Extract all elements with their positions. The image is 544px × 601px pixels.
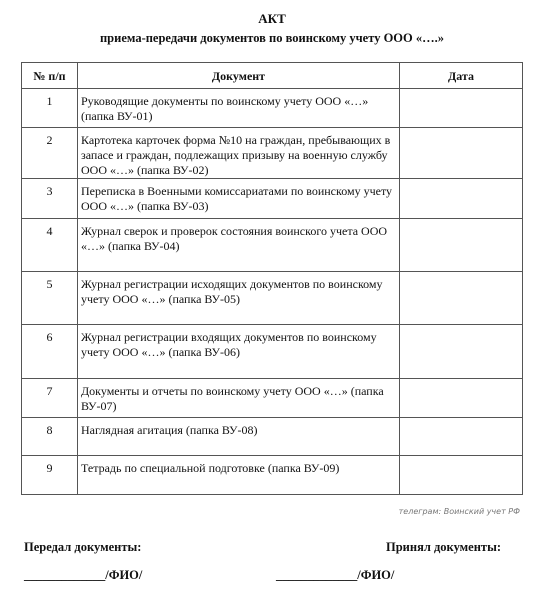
row-date [400,89,523,128]
row-number: 9 [22,456,78,495]
telegram-watermark: телеграм: Воинский учет РФ [398,507,520,516]
table-header-row [22,63,523,89]
row-document: Тетрадь по специальной подготовке (папка ВУ-09) [78,456,400,495]
row-date [400,456,523,495]
row-date [400,219,523,272]
row-number: 4 [22,219,78,272]
table-row [22,272,523,325]
documents-table [21,62,523,495]
table-row [22,418,523,456]
column-header-number: № п/п [22,63,78,89]
table-row [22,325,523,379]
table-row [22,89,523,128]
row-document: Руководящие документы по воинскому учету ООО «…» (папка ВУ-01) [78,89,400,128]
handed-over-signature-line: _____________/ФИО/ [24,568,143,582]
row-date [400,418,523,456]
row-number: 7 [22,379,78,418]
table-row [22,379,523,418]
table-row [22,456,523,495]
row-document: Картотека карточек форма №10 на граждан, пребывающих в запасе и граждан, подлежащих призыву на военную службу ООО «…» (папка ВУ-02) [78,128,400,179]
row-document: Наглядная агитация (папка ВУ-08) [78,418,400,456]
row-date [400,379,523,418]
handed-over-label: Передал документы: [24,540,142,554]
column-header-document: Документ [78,63,400,89]
row-document: Переписка в Военными комиссариатами по воинскому учету ООО «…» (папка ВУ-03) [78,179,400,219]
act-title: АКТ [258,11,286,26]
row-date [400,179,523,219]
table-row [22,128,523,179]
row-document: Журнал регистрации исходящих документов по воинскому учету ООО «…» (папка ВУ-05) [78,272,400,325]
row-date [400,272,523,325]
row-number: 6 [22,325,78,379]
row-document: Журнал регистрации входящих документов по воинскому учету ООО «…» (папка ВУ-06) [78,325,400,379]
row-document: Документы и отчеты по воинскому учету ООО «…» (папка ВУ-07) [78,379,400,418]
table-row [22,179,523,219]
row-number: 5 [22,272,78,325]
column-header-date: Дата [400,63,523,89]
received-label: Принял документы: [386,540,501,554]
table-row [22,219,523,272]
act-subtitle: приема-передачи документов по воинскому учету ООО «….» [99,31,445,45]
row-number: 3 [22,179,78,219]
row-date [400,128,523,179]
row-date [400,325,523,379]
row-number: 2 [22,128,78,179]
row-number: 1 [22,89,78,128]
row-document: Журнал сверок и проверок состояния воинского учета ООО «…» (папка ВУ-04) [78,219,400,272]
row-number: 8 [22,418,78,456]
received-signature-line: _____________/ФИО/ [276,568,395,582]
